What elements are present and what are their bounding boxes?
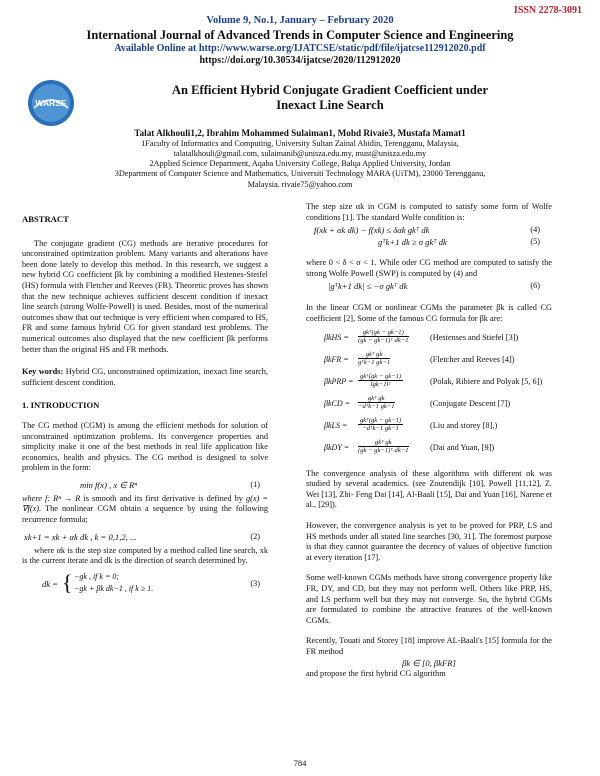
formula-numerator: gkᵀ gk <box>358 351 390 359</box>
formula-numerator: gkᵀ gk <box>358 439 409 447</box>
convergence-text: The convergence analysis of these algorithms with different αk was studied by several academics. (see Zoutendijk [10], Powell [11,12], Z. Wei [13], Zhi- Feng Dai [14], Al-Baali [15], Dai and Yuan [16], Narene et al., [29]). <box>306 468 552 510</box>
swp-text: where 0 < δ < σ < 1. While oder CG method are computed to satisfy the strong Wolfe Powell (SWP) is computed by (4) and <box>306 258 552 278</box>
formula-row <box>306 349 552 371</box>
formula-fraction <box>358 439 409 454</box>
equation-4 <box>306 225 552 237</box>
formula-list <box>306 327 552 459</box>
formula-fraction <box>358 351 390 366</box>
eq6-expr: |gᵀk+1 dk| ≤ −σ gkᵀ dk <box>328 281 408 292</box>
right-column <box>306 202 552 680</box>
abstract-heading: ABSTRACT <box>22 214 69 224</box>
authors: Talat Alkhouli1,2, Ibrahim Mohammed Sulaiman1, Mohd Rivaie3, Mustafa Mamat1 <box>134 128 466 138</box>
warse-logo <box>26 78 76 128</box>
affiliation-1: 1Faculty of Informatics and Computing, University Sultan Zainal Abidin, Terengganu, Malaysia, <box>141 139 459 148</box>
formula-reference: (Dai and Yuan, [9]) <box>430 442 495 452</box>
intro-heading: 1. INTRODUCTION <box>22 400 100 411</box>
eq4-number: (4) <box>530 225 540 235</box>
keywords <box>22 367 268 388</box>
where-2: where αk is the step size computed by a method called line search, xk is the current iterate and dk is the direction of search determined by. <box>22 545 268 566</box>
equation-2 <box>22 532 268 546</box>
equation-5 <box>306 237 552 250</box>
formula-denominator: gᵀk−1 gk−1 <box>358 358 391 366</box>
left-column <box>22 214 268 601</box>
affiliation-2: 2Applied Science Department, Aqaba University College, Balqa Applied University, Jordan <box>149 159 451 168</box>
equation-6 <box>306 281 552 294</box>
formula-denominator: (gk − gk−1)ᵀ dk−1 <box>358 336 409 344</box>
eq1-expr: min f(x) , x ∈ Rⁿ <box>80 479 137 490</box>
formula-denominator: ‖gk−1‖² <box>370 380 391 388</box>
touati-text: Recently, Touati and Storey [18] improve AL-Baali's [15] formula for the FR method <box>306 636 552 656</box>
formula-denominator: −dᵀk−1 gk−1 <box>358 402 395 410</box>
formula-denominator: −dᵀk−1 gk−1 <box>362 424 399 432</box>
eq5-number: (5) <box>530 237 540 247</box>
formula-reference: (Conjugate Descent [7]) <box>430 398 511 408</box>
affiliation-3: 3Department of Computer Science and Mathematics, Universiti Technology MARA (UiTM), 23000 Terengganu, <box>114 169 486 178</box>
formula-lhs: βkDY = <box>324 442 350 452</box>
formula-lhs: βkFR = <box>324 354 349 364</box>
formula-fraction <box>358 417 403 432</box>
formula-numerator: gkᵀ(gk − gk−1) <box>360 416 402 424</box>
abstract-text: The conjugate gradient (CG) methods are iterative procedures for unconstrained optimization problem. Many variants and alterations have been done lately to develop this method. In this research, we suggest a new hybrid CG coefficient βk by combining a modified Hestenes-Steifel (HS) formula with Fletcher and Reeves (FR). Theoretic proves has shown that the new technique achieves sufficient descent condition if inexact line search (strong Wolfe-Powell) is used. Besides, most of the numerical outcomes show that our technique is very efficient when compared to HS, FR and some famous hybrid CG for given standard test problems. The numerical outcomes also displayed that the new coefficient βk performs better than the original HS and FR methods. <box>22 238 268 354</box>
where1-a: where f: Rⁿ → R <box>22 493 81 503</box>
formula-numerator: gkᵀ gk <box>358 395 395 403</box>
formula-row <box>306 393 552 415</box>
equation-7: βk ∈ [0, βkFR] <box>402 658 456 669</box>
eq6-number: (6) <box>530 281 540 291</box>
formula-lhs: βkCD = <box>324 398 351 408</box>
formula-row <box>306 437 552 459</box>
where1-b: is smooth and its first derivative is defined by <box>80 493 246 503</box>
keywords-label: Key words: <box>22 367 64 377</box>
eq3-case-bottom: −gk + βk dk−1 , if k ≥ 1. <box>74 583 154 593</box>
formula-fraction <box>358 395 395 410</box>
paper-title-line2: Inexact Line Search <box>276 98 384 112</box>
formula-row <box>306 371 552 393</box>
eq2-number: (2) <box>250 531 260 541</box>
formula-row <box>306 327 552 349</box>
affiliation-3-email: Malaysia. rivaie75@yahoo.com <box>247 180 353 189</box>
intro-text: The CG method (CGM) is among the efficient methods for solution of unconstrained optimization problems. Its convergence properties and simplicity make it one of the best methods in real life application like economics, health and physics. The CG method is designed to solve problem in the form: <box>22 420 268 473</box>
eq3-lhs: dk = <box>42 578 59 589</box>
eq3-case-top: −gk , if k = 0; <box>74 571 120 581</box>
journal-title: International Journal of Advanced Trends in Computer Science and Engineering <box>86 28 514 42</box>
keywords-text: Hybrid CG, unconstrained optimization, inexact line search, sufficient descent condition. <box>22 367 268 387</box>
eq2-expr: xk+1 = xk + αk dk , k = 0,1,2, ... <box>24 531 137 542</box>
formula-numerator: gkᵀ(gk − gk−1) <box>360 372 402 380</box>
formula-reference: (Fletcher and Reeves [4]) <box>430 354 515 364</box>
volume-line: Volume 9, No.1, January – February 2020 <box>206 15 394 26</box>
page-number: 784 <box>293 758 307 768</box>
formula-lhs: βkLS = <box>324 420 348 430</box>
formula-fraction <box>358 373 403 388</box>
formula-lhs: βkPRP = <box>324 376 354 386</box>
formula-reference: (Hestenses and Stiefel [3]) <box>430 332 519 342</box>
formula-fraction <box>358 329 409 344</box>
convergence-proof-text: However, the convergence analysis is yet to be proved for PRP, LS and HS methods under all stated line searches [30, 31]. The foremost purpose is that they cannot guarantee the decency of values of objective function at every iteration [17]. <box>306 520 552 562</box>
paper-title-line1: An Efficient Hybrid Conjugate Gradient Coefficient under <box>171 83 489 97</box>
eq4-expr: f(xk + αk dk) − f(xk) ≤ δαk gkᵀ dk <box>314 225 430 236</box>
formula-reference: (Liu and storey [8],) <box>430 420 498 430</box>
doi-link[interactable]: https://doi.org/10.30534/ijatcse/2020/112912020 <box>199 55 401 66</box>
wolfe-intro: The step size αk in CGM is computed to satisfy some form of Wolfe conditions [1]. The standard Wolfe condition is: <box>306 202 552 222</box>
hybrid-text: Some well-known CGMs methods have strong convergence property like FR, DY, and CD, but they may not perform well. Others like PRP, HS, and LS perform well but they may not converge. So, the hybrid CGMs are formulated to combine the attractive features of the well-known CGMs. <box>306 573 552 625</box>
available-url[interactable]: Available Online at http://www.warse.org/IJATCSE/static/pdf/file/ijatcse112912020.pdf <box>114 43 486 54</box>
where1-d: The nonlinear CGM obtain a sequence by using the following recurrence formula; <box>22 504 268 525</box>
eq5-expr: gᵀk+1 dk ≥ σ gkᵀ dk <box>378 237 447 248</box>
equation-1 <box>22 480 268 494</box>
affiliation-1-emails: talatalkhouli@gmail.com, sulaimanib@unisza.edu.my, must@unisza.edu.my <box>173 149 427 158</box>
where-1 <box>22 494 268 526</box>
equation-3 <box>22 571 268 601</box>
eq3-number: (3) <box>250 578 260 588</box>
where1-c: g(x) = ∇f(x). <box>22 493 268 514</box>
formula-lhs: βkHS = <box>324 332 349 342</box>
cg-coefficient-text: In the linear CGM or nonlinear CGMs the parameter βk is called CG coefficient [2], Some of the famous CG formula for βk are: <box>306 303 552 323</box>
formula-reference: (Polak, Ribiere and Polyak [5, 6]) <box>430 376 543 386</box>
formula-row <box>306 415 552 437</box>
issn: ISSN 2278-3091 <box>513 5 582 16</box>
formula-numerator: gkᵀ(gk − gk−1) <box>358 329 409 337</box>
hybrid-algorithm-text: and propose the first hybrid CG algorithm <box>306 669 446 679</box>
eq1-number: (1) <box>250 479 260 489</box>
eq3-brace: { <box>62 569 73 595</box>
logo-text: WARSE <box>35 98 67 108</box>
formula-denominator: (gk − gk−1)ᵀ dk−1 <box>358 446 409 454</box>
